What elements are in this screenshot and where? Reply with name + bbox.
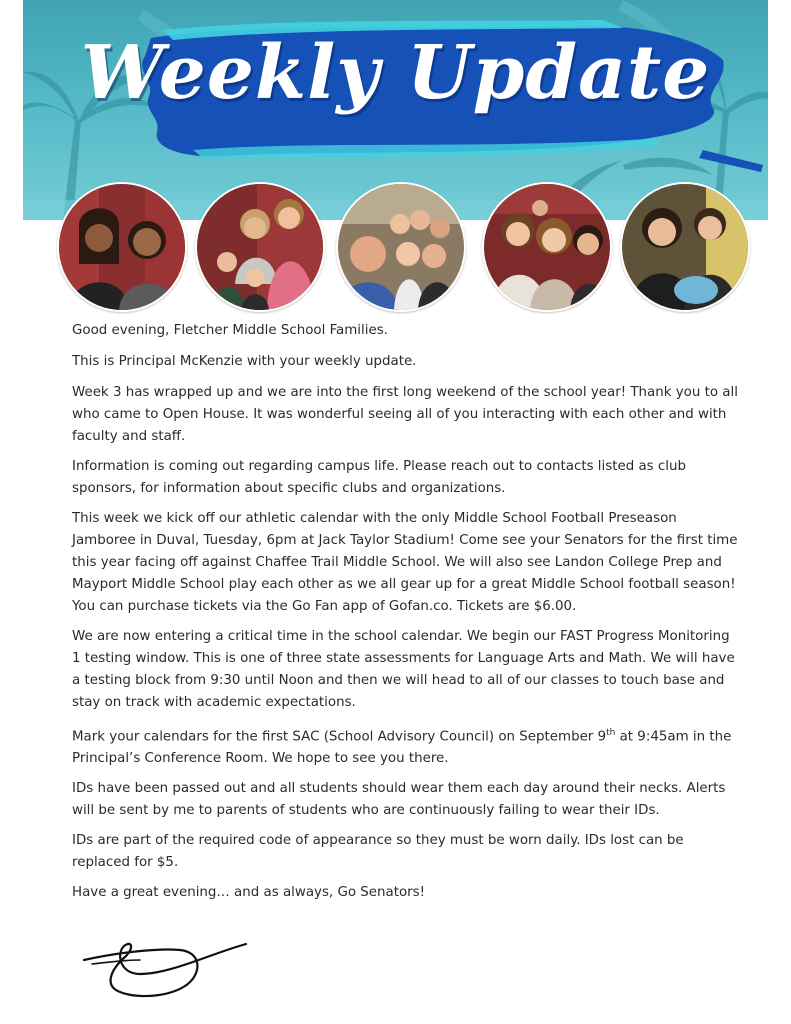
paragraph-ids: IDs have been passed out and all students should wear them each day around their necks. Alerts will be sent by me to parents of students who are continuously failing to wear their IDs. (72, 781, 726, 819)
photo-two-students (57, 182, 187, 312)
intro-paragraph: This is Principal McKenzie with your weekly update. (72, 354, 417, 369)
photo-two-students-image (59, 184, 185, 310)
date-suffix: th (606, 728, 616, 738)
principal-signature (80, 930, 260, 1002)
paragraph-id-appearance: IDs are part of the required code of appearance so they must be worn daily. IDs lost can be replaced for $5. (72, 833, 684, 871)
paragraph-open-house: Week 3 has wrapped up and we are into the first long weekend of the school year! Thank you to all who came to Open House. It was wonderful seeing all of you interacting with each other and with faculty and staff. (72, 385, 738, 444)
paragraph-football-jamboree: This week we kick off our athletic calendar with the only Middle School Football Preseason Jamboree in Duval, Tuesday, 6pm at Jack Taylor Stadium! Come see your Senators for the first time this year facing off against Chaffee Trail Middle School. We will also see Landon College Prep and Mayport Middle School play each other as we all gear up for a great Middle School football season! You can purchase tickets via the Go Fan app of Gofan.co. Tickets are $6.00. (72, 511, 738, 614)
photo-strip (0, 182, 791, 310)
photo-group-selfie (336, 182, 466, 312)
paragraph-campus-life: Information is coming out regarding campus life. Please reach out to contacts listed as club sponsors, for information about specific clubs and organizations. (72, 459, 686, 496)
photo-girls-group-image (484, 184, 610, 310)
photo-parent-student-image (622, 184, 748, 310)
photo-family (195, 182, 325, 312)
photo-family-image (197, 184, 323, 310)
paragraph-fast-testing: We are now entering a critical time in the school calendar. We begin our FAST Progress Monitoring 1 testing window. This is one of three state assessments for Language Arts and Math. We will have a testing block from 9:30 until Noon and then we will head to all of our classes to touch base and stay on track with academic expectations. (72, 629, 735, 710)
paragraph-sac-meeting (72, 722, 738, 770)
page-title: Weekly Update (80, 30, 711, 116)
greeting: Good evening, Fletcher Middle School Families. (72, 323, 388, 338)
photo-girls-group (482, 182, 612, 312)
photo-group-selfie-image (338, 184, 464, 310)
photo-parent-student (620, 182, 750, 312)
letter-body (72, 320, 738, 912)
closing-line: Have a great evening… and as always, Go Senators! (72, 885, 425, 901)
sac-text-end: at 9:45am in the Principal’s Conference Room. We hope to see you there. (72, 729, 732, 767)
sac-text-start: Mark your calendars for the first SAC (School Advisory Council) on September 9 (72, 729, 607, 745)
